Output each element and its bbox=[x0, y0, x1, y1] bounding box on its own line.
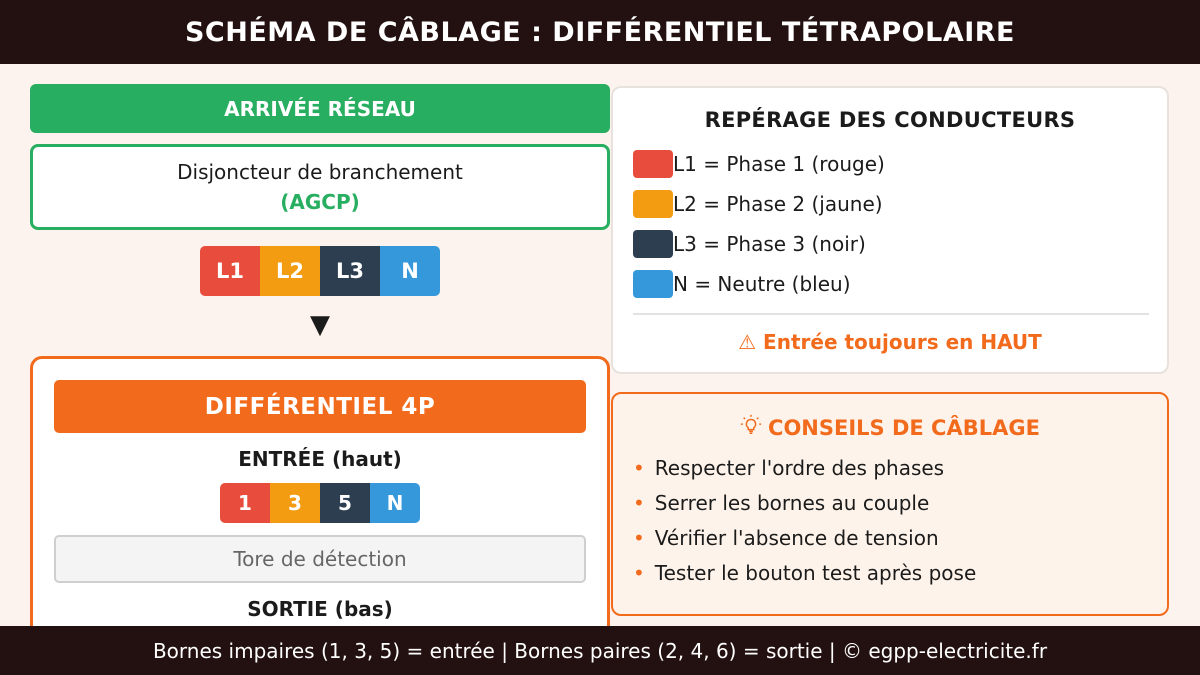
tip-item bbox=[633, 561, 976, 585]
tip-text: Serrer les bornes au couple bbox=[654, 491, 930, 515]
page-title: SCHÉMA DE CÂBLAGE : DIFFÉRENTIEL TÉTRAPOLAIRE bbox=[0, 0, 1200, 64]
tips-title-text: CONSEILS DE CÂBLAGE bbox=[768, 415, 1040, 440]
wiring-tips bbox=[611, 392, 1169, 616]
differential-title: DIFFÉRENTIEL 4P bbox=[54, 380, 586, 433]
conductor-legend bbox=[611, 86, 1169, 374]
tip-text: Respecter l'ordre des phases bbox=[654, 456, 945, 480]
tip-text: Vérifier l'absence de tension bbox=[654, 526, 939, 550]
swatch-black bbox=[633, 230, 673, 258]
legend-label: L1 = Phase 1 (rouge) bbox=[673, 152, 885, 176]
swatch-red bbox=[633, 150, 673, 178]
legend-label: L2 = Phase 2 (jaune) bbox=[673, 192, 883, 216]
toroid-label: Tore de détection bbox=[54, 535, 586, 583]
swatch-blue bbox=[633, 270, 673, 298]
tip-item bbox=[633, 456, 944, 480]
breaker-abbr: (AGCP) bbox=[280, 190, 360, 214]
legend-label: N = Neutre (bleu) bbox=[673, 272, 851, 296]
legend-item-l3 bbox=[633, 230, 866, 258]
differential-box bbox=[30, 356, 610, 646]
legend-item-n bbox=[633, 270, 851, 298]
legend-title: REPÉRAGE DES CONDUCTEURS bbox=[704, 108, 1076, 132]
down-arrow-icon: ▼ bbox=[310, 310, 330, 340]
tip-text: Tester le bouton test après pose bbox=[654, 561, 977, 585]
terminal-3: 3 bbox=[270, 483, 320, 523]
legend-item-l2 bbox=[633, 190, 883, 218]
input-terminals bbox=[33, 483, 607, 523]
output-label: SORTIE (bas) bbox=[247, 597, 393, 621]
tips-title bbox=[613, 414, 1167, 441]
conductor-n: N bbox=[380, 246, 440, 296]
conductor-l2: L2 bbox=[260, 246, 320, 296]
terminal-n: N bbox=[370, 483, 420, 523]
warning-note: ⚠ Entrée toujours en HAUT bbox=[738, 330, 1042, 354]
legend-label: L3 = Phase 3 (noir) bbox=[673, 232, 866, 256]
lightbulb-icon bbox=[740, 414, 762, 441]
divider bbox=[633, 313, 1149, 315]
swatch-yellow bbox=[633, 190, 673, 218]
bullet-icon: • bbox=[633, 456, 645, 480]
terminal-5: 5 bbox=[320, 483, 370, 523]
supply-panel bbox=[30, 84, 610, 340]
bullet-icon: • bbox=[633, 491, 645, 515]
bullet-icon: • bbox=[633, 561, 645, 585]
tip-item bbox=[633, 526, 939, 550]
supply-conductors bbox=[30, 246, 610, 296]
conductor-l3: L3 bbox=[320, 246, 380, 296]
supply-label: ARRIVÉE RÉSEAU bbox=[30, 84, 610, 133]
input-label: ENTRÉE (haut) bbox=[238, 447, 402, 471]
footer-note: Bornes impaires (1, 3, 5) = entrée | Bornes paires (2, 4, 6) = sortie | © egpp-electricite.fr bbox=[0, 626, 1200, 675]
terminal-1: 1 bbox=[220, 483, 270, 523]
legend-item-l1 bbox=[633, 150, 885, 178]
breaker-name: Disjoncteur de branchement bbox=[177, 160, 463, 184]
conductor-l1: L1 bbox=[200, 246, 260, 296]
bullet-icon: • bbox=[633, 526, 645, 550]
tip-item bbox=[633, 491, 929, 515]
main-breaker-box bbox=[30, 144, 610, 230]
